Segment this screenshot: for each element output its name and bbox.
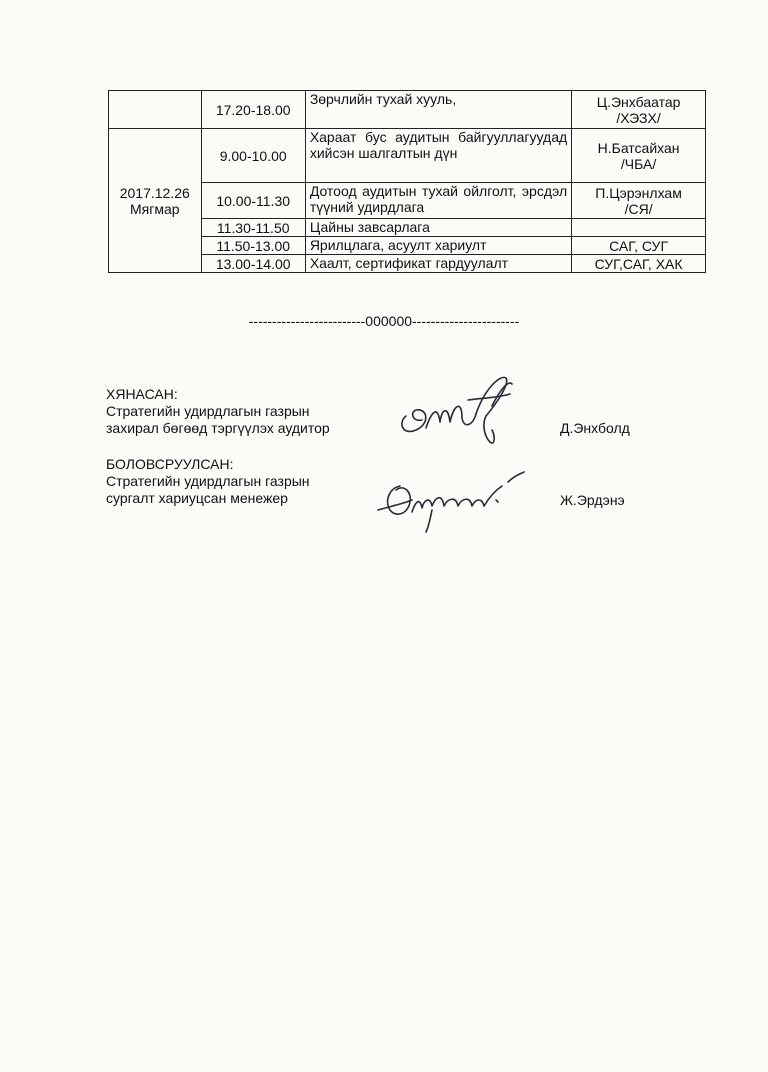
speaker-org: /ХЭЗХ/ [616, 109, 661, 126]
approver-name: Д.Энхболд [560, 420, 630, 436]
table-row [109, 91, 706, 129]
date-value: 2017.12.26 [119, 184, 190, 201]
time-cell: 11.30-11.50 [201, 219, 305, 237]
speaker-org: /СЯ/ [624, 200, 653, 217]
topic-cell: Дотоод аудитын тухай ойлголт, эрсдэл түүний удирдлага [305, 183, 571, 219]
approved-position-line1: Стратегийн удирдлагын газрын [106, 403, 310, 419]
speaker-cell [572, 219, 706, 237]
prepared-position-line1: Стратегийн удирдлагын газрын [106, 473, 310, 489]
table-row [109, 129, 706, 183]
approved-position-line2: захирал бөгөөд тэргүүлэх аудитор [106, 420, 330, 436]
schedule-table [108, 90, 706, 273]
time-cell: 13.00-14.00 [201, 255, 305, 273]
approved-by-block [106, 386, 330, 437]
time-cell: 17.20-18.00 [201, 91, 305, 129]
date-cell [109, 129, 202, 273]
section-divider: -------------------------000000----------------------- [248, 313, 520, 329]
speaker-cell: САГ, СУГ [572, 237, 706, 255]
prepared-position-line2: сургалт хариуцсан менежер [106, 490, 288, 506]
preparer-signature [372, 466, 532, 534]
topic-cell: Ярилцлага, асуулт хариулт [305, 237, 571, 255]
approver-signature [392, 370, 522, 455]
time-cell: 9.00-10.00 [201, 129, 305, 183]
time-cell: 10.00-11.30 [201, 183, 305, 219]
prepared-by-block [106, 456, 310, 507]
speaker-name: П.Цэрэнлхам [595, 184, 682, 201]
speaker-name: Ц.Энхбаатар [596, 93, 681, 110]
approved-heading: ХЯНАСАН: [106, 386, 178, 402]
speaker-cell [572, 129, 706, 183]
speaker-cell [572, 91, 706, 129]
topic-cell: Хаалт, сертификат гардуулалт [305, 255, 571, 273]
prepared-heading: БОЛОВСРУУЛСАН: [106, 456, 234, 472]
topic-cell: Цайны завсарлага [305, 219, 571, 237]
preparer-name: Ж.Эрдэнэ [560, 492, 625, 508]
topic-cell: Хараат бус аудитын байгууллагуудад хийсэн шалгалтын дүн [305, 129, 571, 183]
speaker-org: /ЧБА/ [620, 155, 657, 172]
speaker-cell: СУГ,САГ, ХАК [572, 255, 706, 273]
speaker-name: Н.Батсайхан [597, 139, 680, 156]
topic-cell: Зөрчлийн тухай хууль, [305, 91, 571, 129]
speaker-cell [572, 183, 706, 219]
weekday-value: Мягмар [130, 200, 180, 217]
date-cell-empty [109, 91, 202, 129]
time-cell: 11.50-13.00 [201, 237, 305, 255]
